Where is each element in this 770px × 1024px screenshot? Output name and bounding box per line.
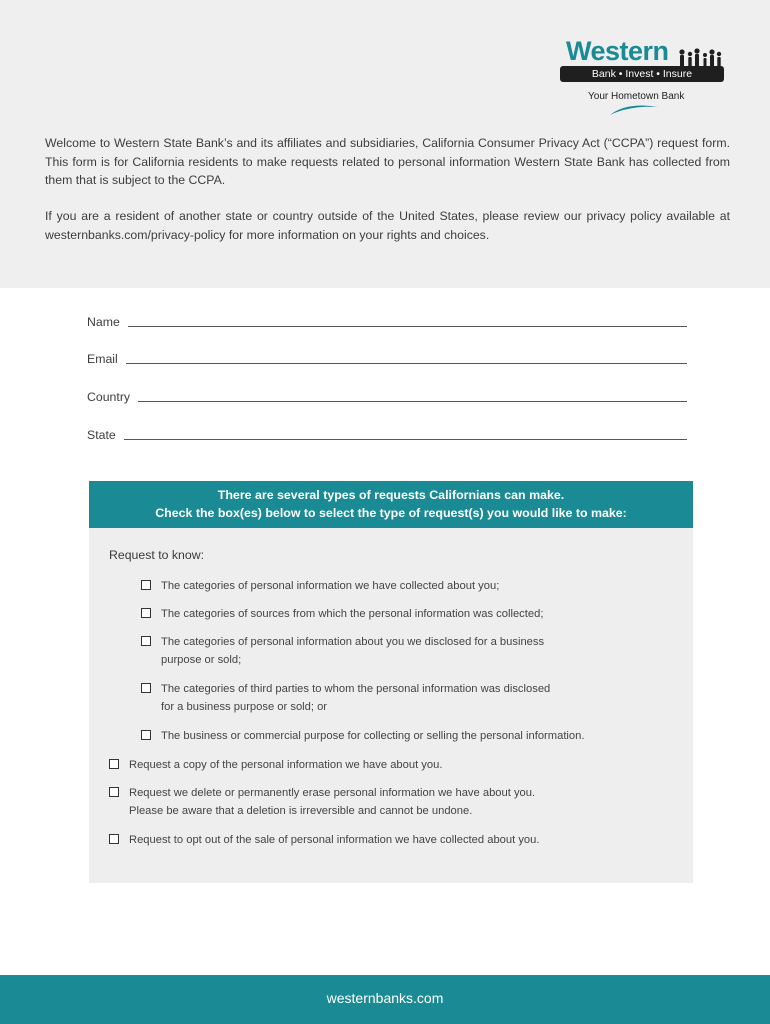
header-section bbox=[0, 0, 770, 288]
intro-paragraph-other-residents: If you are a resident of another state or country outside of the United States, please review our privacy policy available at westernbanks.com/privacy-policy for more information on your rights and choices. bbox=[45, 209, 730, 242]
request-types-header bbox=[89, 481, 693, 528]
country-label: Country bbox=[87, 390, 131, 404]
logo-tagline-band: Bank • Invest • Insure bbox=[560, 66, 724, 82]
name-input-line[interactable] bbox=[128, 325, 687, 327]
state-field[interactable] bbox=[87, 426, 687, 442]
email-field[interactable] bbox=[87, 350, 687, 366]
state-label: State bbox=[87, 428, 116, 442]
country-field[interactable] bbox=[87, 388, 687, 404]
swoosh-icon bbox=[608, 103, 660, 117]
name-field[interactable] bbox=[87, 313, 687, 329]
checkbox[interactable] bbox=[141, 608, 151, 618]
logo-wordmark: Western bbox=[566, 36, 669, 66]
checkbox[interactable] bbox=[141, 730, 151, 740]
checkbox[interactable] bbox=[109, 787, 119, 797]
logo-tagline: Your Hometown Bank bbox=[588, 91, 685, 102]
footer-bar bbox=[0, 975, 770, 1024]
checkbox[interactable] bbox=[109, 759, 119, 769]
intro-paragraph-ccpa: Welcome to Western State Bank’s and its affiliates and subsidiaries, California Consumer Privacy Act (“CCPA”) request form. This form is for California residents to make requests related to personal information Western State Bank has collected from them that is subject to the CCPA. bbox=[45, 136, 730, 187]
request-header-line2: Check the box(es) below to select the type of request(s) you would like to make: bbox=[155, 506, 627, 520]
email-label: Email bbox=[87, 352, 118, 366]
request-to-know-label: Request to know: bbox=[109, 548, 205, 562]
country-input-line[interactable] bbox=[138, 400, 687, 402]
checkbox[interactable] bbox=[141, 636, 151, 646]
checkbox[interactable] bbox=[141, 580, 151, 590]
state-input-line[interactable] bbox=[124, 438, 687, 440]
email-input-line[interactable] bbox=[126, 362, 687, 364]
request-header-line1: There are several types of requests Californians can make. bbox=[217, 488, 565, 502]
name-label: Name bbox=[87, 315, 120, 329]
western-bank-logo bbox=[548, 36, 738, 120]
footer-website-link[interactable]: westernbanks.com bbox=[326, 990, 444, 1006]
checkbox[interactable] bbox=[109, 834, 119, 844]
checkbox[interactable] bbox=[141, 683, 151, 693]
